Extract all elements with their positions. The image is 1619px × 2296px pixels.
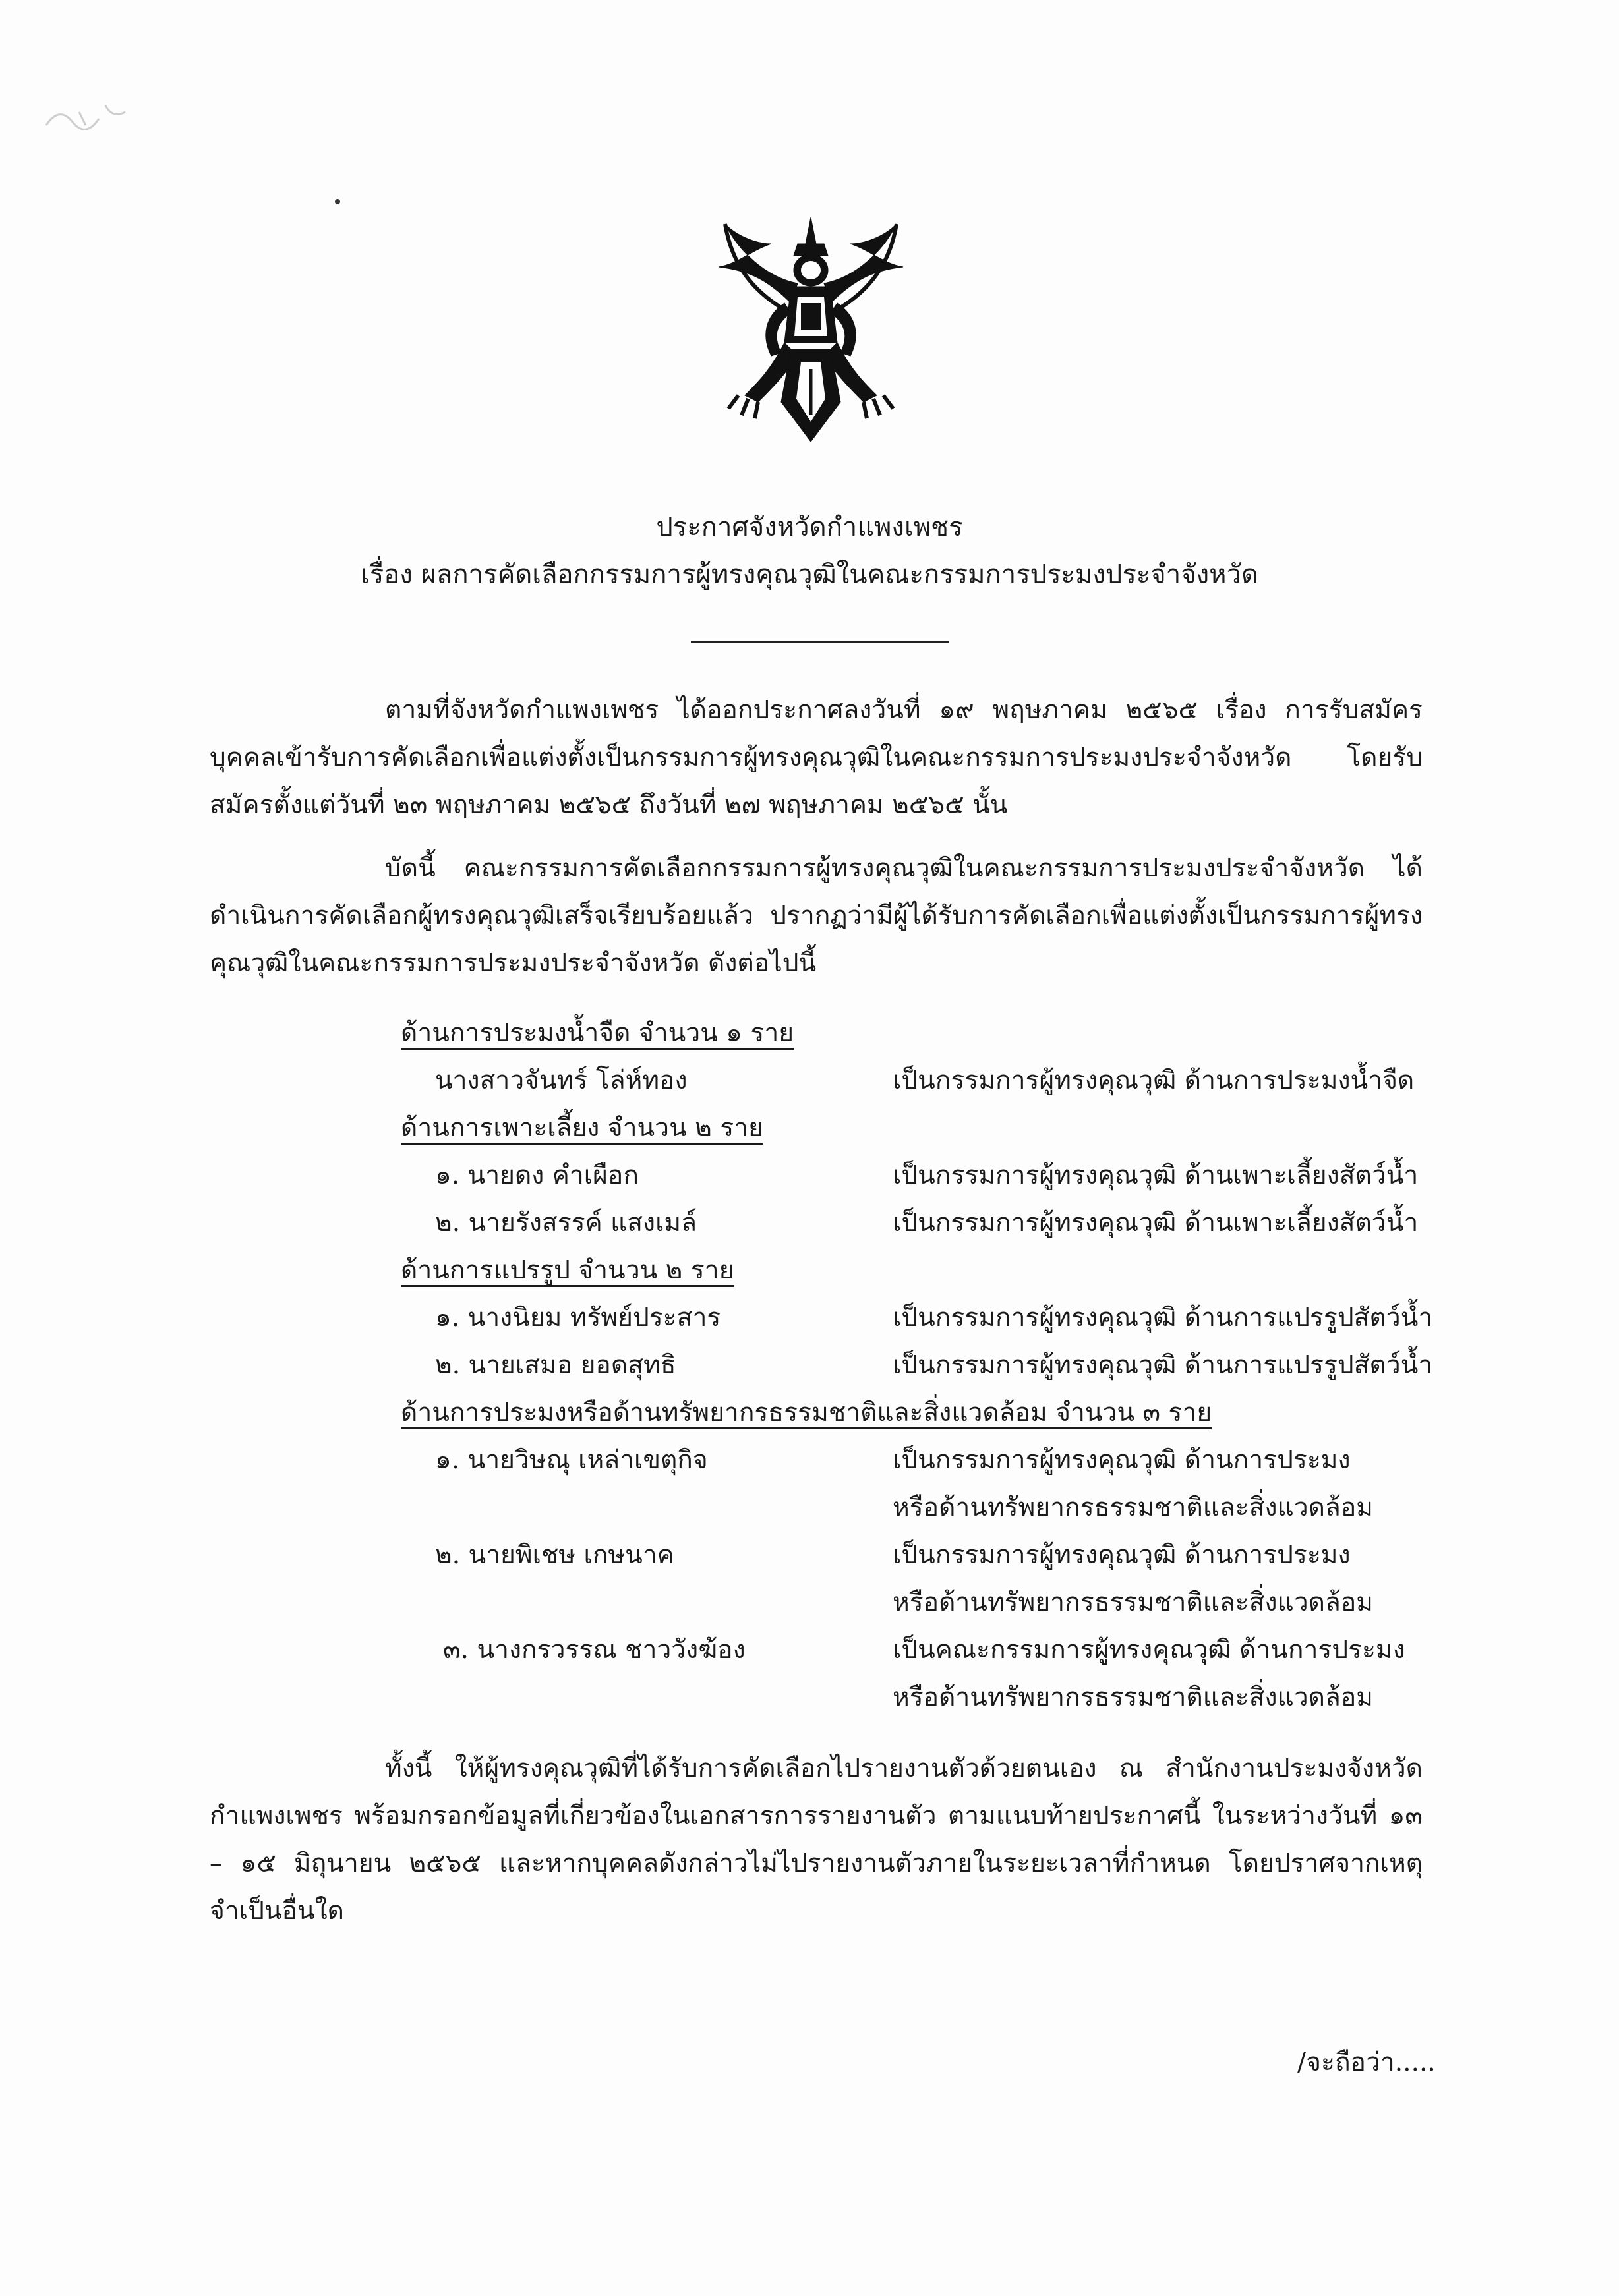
paragraph-intro — [210, 687, 1423, 829]
member-name: ๒. นายพิเชษ เกษนาค — [435, 1540, 674, 1570]
member-name: ๑. นายดง คำเผือก — [435, 1161, 639, 1190]
announcement-title: ประกาศจังหวัดกำแพงเพชร — [656, 512, 963, 542]
member-role: เป็นกรรมการผู้ทรงคุณวุฒิ ด้านการแปรรูปสัตว์น้ำ — [893, 1303, 1433, 1333]
garuda-emblem — [699, 204, 923, 455]
paragraph-result — [210, 845, 1423, 987]
member-name: ๒. นายรังสรรค์ แสงเมล์ — [435, 1208, 697, 1238]
member-role: เป็นกรรมการผู้ทรงคุณวุฒิ ด้านการประมง — [893, 1445, 1351, 1475]
section-heading-processing: ด้านการแปรรูป จำนวน ๒ ราย — [401, 1255, 734, 1285]
paragraph-reporting-text: ทั้งนี้ ให้ผู้ทรงคุณวุฒิที่ได้รับการคัดเลือกไปรายงานตัวด้วยตนเอง ณ สำนักงานประมงจังหวัดกำแพงเพชร พร้อมกรอกข้อมูลที่เกี่ยวข้องในเอกสารการรายงานตัว ตามแนบท้ายประกาศนี้ ในระหว่างวันที่ ๑๓ – ๑๕ มิถุนายน ๒๕๖๕ และหากบุคคลดังกล่าวไม่ไปรายงานตัวภายในระยะเวลาที่กำหนด โดยปราศจากเหตุจำเป็นอื่นใด — [210, 1754, 1423, 1926]
member-role: เป็นคณะกรรมการผู้ทรงคุณวุฒิ ด้านการประมง — [893, 1635, 1405, 1665]
title-rule — [691, 641, 949, 643]
member-role: เป็นกรรมการผู้ทรงคุณวุฒิ ด้านเพาะเลี้ยงสัตว์น้ำ — [893, 1208, 1419, 1238]
member-role-continued: หรือด้านทรัพยากรธรรมชาติและสิ่งแวดล้อม — [893, 1588, 1373, 1617]
member-name: นางสาวจันทร์ โล่ห์ทอง — [435, 1066, 688, 1095]
section-heading-freshwater: ด้านการประมงน้ำจืด จำนวน ๑ ราย — [401, 1018, 794, 1048]
member-name: ๑. นางนิยม ทรัพย์ประสาร — [435, 1303, 721, 1333]
member-role-continued: หรือด้านทรัพยากรธรรมชาติและสิ่งแวดล้อม — [893, 1493, 1373, 1522]
paragraph-result-text: บัดนี้ คณะกรรมการคัดเลือกกรรมการผู้ทรงคุณวุฒิในคณะกรรมการประมงประจำจังหวัด ได้ดำเนินการคัดเลือกผู้ทรงคุณวุฒิเสร็จเรียบร้อยแล้ว ปรากฏว่ามีผู้ได้รับการคัดเลือกเพื่อแต่งตั้งเป็นกรรมการผู้ทรงคุณวุฒิในคณะกรรมการประมงประจำจังหวัด ดังต่อไปนี้ — [210, 853, 1423, 978]
announcement-subject: เรื่อง ผลการคัดเลือกกรรมการผู้ทรงคุณวุฒิในคณะกรรมการประมงประจำจังหวัด — [361, 560, 1258, 590]
member-role: เป็นกรรมการผู้ทรงคุณวุฒิ ด้านการประมง — [893, 1540, 1351, 1570]
member-role-continued: หรือด้านทรัพยากรธรรมชาติและสิ่งแวดล้อม — [893, 1682, 1373, 1712]
page-continuation: /จะถือว่า..... — [1297, 2048, 1436, 2077]
paragraph-intro-text: ตามที่จังหวัดกำแพงเพชร ได้ออกประกาศลงวันที่ ๑๙ พฤษภาคม ๒๕๖๕ เรื่อง การรับสมัครบุคคลเข้ารับการคัดเลือกเพื่อแต่งตั้งเป็นกรรมการผู้ทรงคุณวุฒิในคณะกรรมการประมงประจำจังหวัด โดยรับสมัครตั้งแต่วันที่ ๒๓ พฤษภาคม ๒๕๖๕ ถึงวันที่ ๒๗ พฤษภาคม ๒๕๖๕ นั้น — [210, 695, 1423, 820]
section-heading-aquaculture: ด้านการเพาะเลี้ยง จำนวน ๒ ราย — [401, 1113, 763, 1143]
member-name: ๓. นางกรวรรณ ชาววังฆ้อง — [443, 1635, 746, 1665]
member-role: เป็นกรรมการผู้ทรงคุณวุฒิ ด้านการแปรรูปสัตว์น้ำ — [893, 1350, 1433, 1380]
scan-corner-mark — [40, 92, 138, 145]
member-role: เป็นกรรมการผู้ทรงคุณวุฒิ ด้านเพาะเลี้ยงสัตว์น้ำ — [893, 1161, 1419, 1190]
member-name: ๒. นายเสมอ ยอดสุทธิ — [435, 1350, 676, 1380]
member-name: ๑. นายวิษณุ เหล่าเขตุกิจ — [435, 1445, 708, 1475]
scan-speck — [335, 199, 340, 204]
member-role: เป็นกรรมการผู้ทรงคุณวุฒิ ด้านการประมงน้ำจืด — [893, 1066, 1415, 1095]
paragraph-reporting — [210, 1745, 1423, 1935]
section-heading-fisheries-environment: ด้านการประมงหรือด้านทรัพยากรธรรมชาติและสิ่งแวดล้อม จำนวน ๓ ราย — [401, 1398, 1212, 1427]
